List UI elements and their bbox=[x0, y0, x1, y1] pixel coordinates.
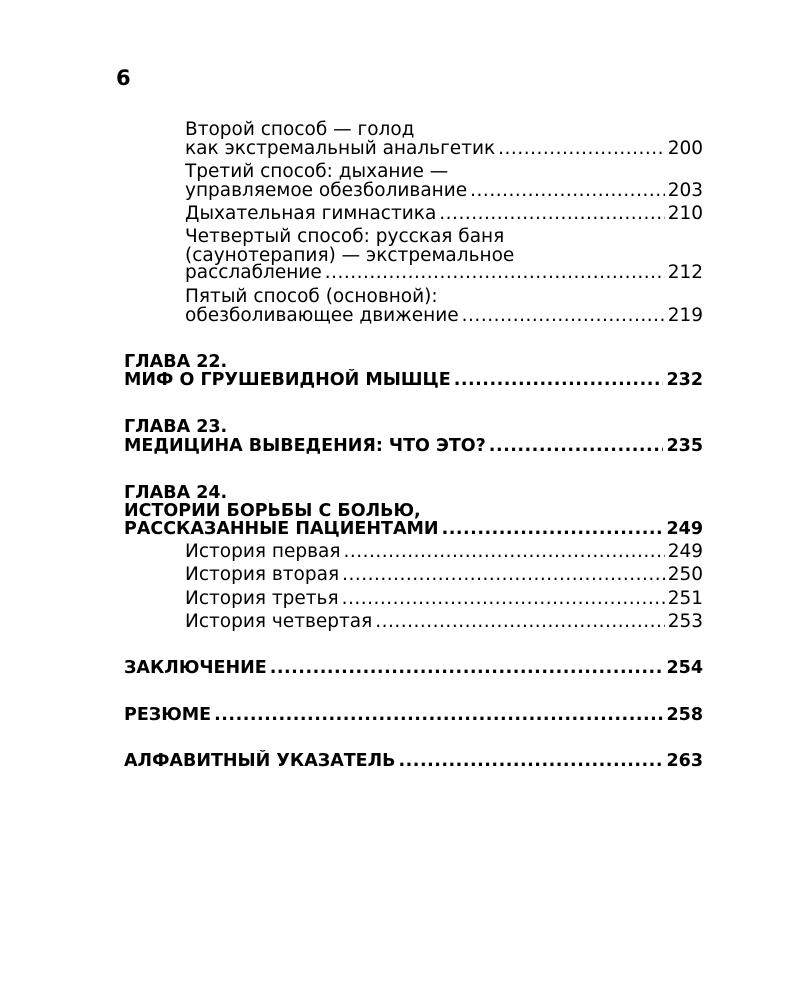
chapter-title: РАССКАЗАННЫЕ ПАЦИЕНТАМИ bbox=[124, 519, 439, 539]
toc-chapter-23[interactable] bbox=[124, 435, 703, 457]
dot-leader bbox=[325, 262, 665, 284]
chapter-23-label: ГЛАВА 23. bbox=[124, 417, 228, 437]
dot-leader bbox=[470, 180, 665, 202]
chapter-24-label: ГЛАВА 24. bbox=[124, 483, 228, 503]
entry-page: 253 bbox=[667, 611, 703, 632]
toc-story-1[interactable] bbox=[185, 541, 703, 563]
section-page: 258 bbox=[666, 705, 703, 725]
toc-entry-fasting-line1: Второй способ — голод bbox=[185, 119, 415, 140]
entry-title: История четвертая bbox=[185, 611, 373, 632]
dot-leader bbox=[342, 588, 665, 610]
dot-leader bbox=[270, 657, 664, 679]
entry-title: расслабление bbox=[185, 262, 322, 283]
toc-conclusion[interactable] bbox=[124, 657, 703, 679]
page-number: 6 bbox=[116, 66, 131, 90]
chapter-page: 235 bbox=[666, 436, 703, 456]
dot-leader bbox=[343, 541, 664, 563]
entry-page: 203 bbox=[667, 180, 703, 201]
entry-page: 251 bbox=[667, 588, 703, 609]
section-title: РЕЗЮМЕ bbox=[124, 705, 212, 725]
toc-story-4[interactable] bbox=[185, 611, 703, 633]
entry-page: 210 bbox=[667, 203, 703, 224]
toc-entry-breathing-line1: Третий способ: дыхание — bbox=[185, 161, 449, 182]
entry-title: История первая bbox=[185, 541, 341, 562]
toc-entry-sauna-line1: Четвертый способ: русская баня bbox=[185, 226, 505, 247]
dot-leader bbox=[439, 203, 664, 225]
chapter-22-label: ГЛАВА 22. bbox=[124, 352, 228, 372]
toc-entry-movement-line1: Пятый способ (основной): bbox=[185, 286, 438, 307]
section-title: ЗАКЛЮЧЕНИЕ bbox=[124, 658, 267, 678]
dot-leader bbox=[489, 435, 664, 457]
toc-chapter-24[interactable] bbox=[124, 518, 703, 540]
dot-leader bbox=[375, 611, 664, 633]
dot-leader bbox=[454, 369, 664, 391]
section-page: 254 bbox=[666, 658, 703, 678]
chapter-title: МЕДИЦИНА ВЫВЕДЕНИЯ: ЧТО ЭТО? bbox=[124, 436, 486, 456]
dot-leader bbox=[442, 518, 664, 540]
toc-index[interactable] bbox=[124, 750, 703, 772]
toc-entry-fasting[interactable] bbox=[185, 138, 703, 160]
toc-resume[interactable] bbox=[124, 704, 703, 726]
entry-title: обезболивающее движение bbox=[185, 305, 459, 326]
dot-leader bbox=[214, 704, 663, 726]
entry-page: 219 bbox=[667, 305, 703, 326]
toc-story-2[interactable] bbox=[185, 564, 703, 586]
entry-page: 212 bbox=[667, 262, 703, 283]
toc-entry-gymnastics[interactable] bbox=[185, 203, 703, 225]
entry-page: 250 bbox=[667, 564, 703, 585]
toc-chapter-22[interactable] bbox=[124, 369, 703, 391]
toc-story-3[interactable] bbox=[185, 588, 703, 610]
toc-entry-movement[interactable] bbox=[185, 305, 703, 327]
toc-entry-sauna-line2: (саунотерапия) — экстремальное bbox=[185, 245, 515, 266]
section-title: АЛФАВИТНЫЙ УКАЗАТЕЛЬ bbox=[124, 751, 396, 771]
dot-leader bbox=[462, 305, 665, 327]
entry-title: Дыхательная гимнастика bbox=[185, 203, 437, 224]
entry-title: История третья bbox=[185, 588, 339, 609]
entry-page: 249 bbox=[667, 541, 703, 562]
dot-leader bbox=[399, 750, 664, 772]
toc-entry-breathing[interactable] bbox=[185, 180, 703, 202]
entry-page: 200 bbox=[667, 138, 703, 159]
section-page: 263 bbox=[666, 751, 703, 771]
entry-title: управляемое обезболивание bbox=[185, 180, 468, 201]
entry-title: как экстремальный анальгетик bbox=[185, 138, 496, 159]
chapter-title: МИФ О ГРУШЕВИДНОЙ МЫШЦЕ bbox=[124, 370, 451, 390]
toc-entry-sauna[interactable] bbox=[185, 262, 703, 284]
chapter-24-title-line1: ИСТОРИИ БОРЬБЫ С БОЛЬЮ, bbox=[124, 501, 421, 521]
entry-title: История вторая bbox=[185, 564, 340, 585]
chapter-page: 232 bbox=[666, 370, 703, 390]
chapter-page: 249 bbox=[666, 519, 703, 539]
dot-leader bbox=[498, 138, 665, 160]
dot-leader bbox=[342, 564, 665, 586]
